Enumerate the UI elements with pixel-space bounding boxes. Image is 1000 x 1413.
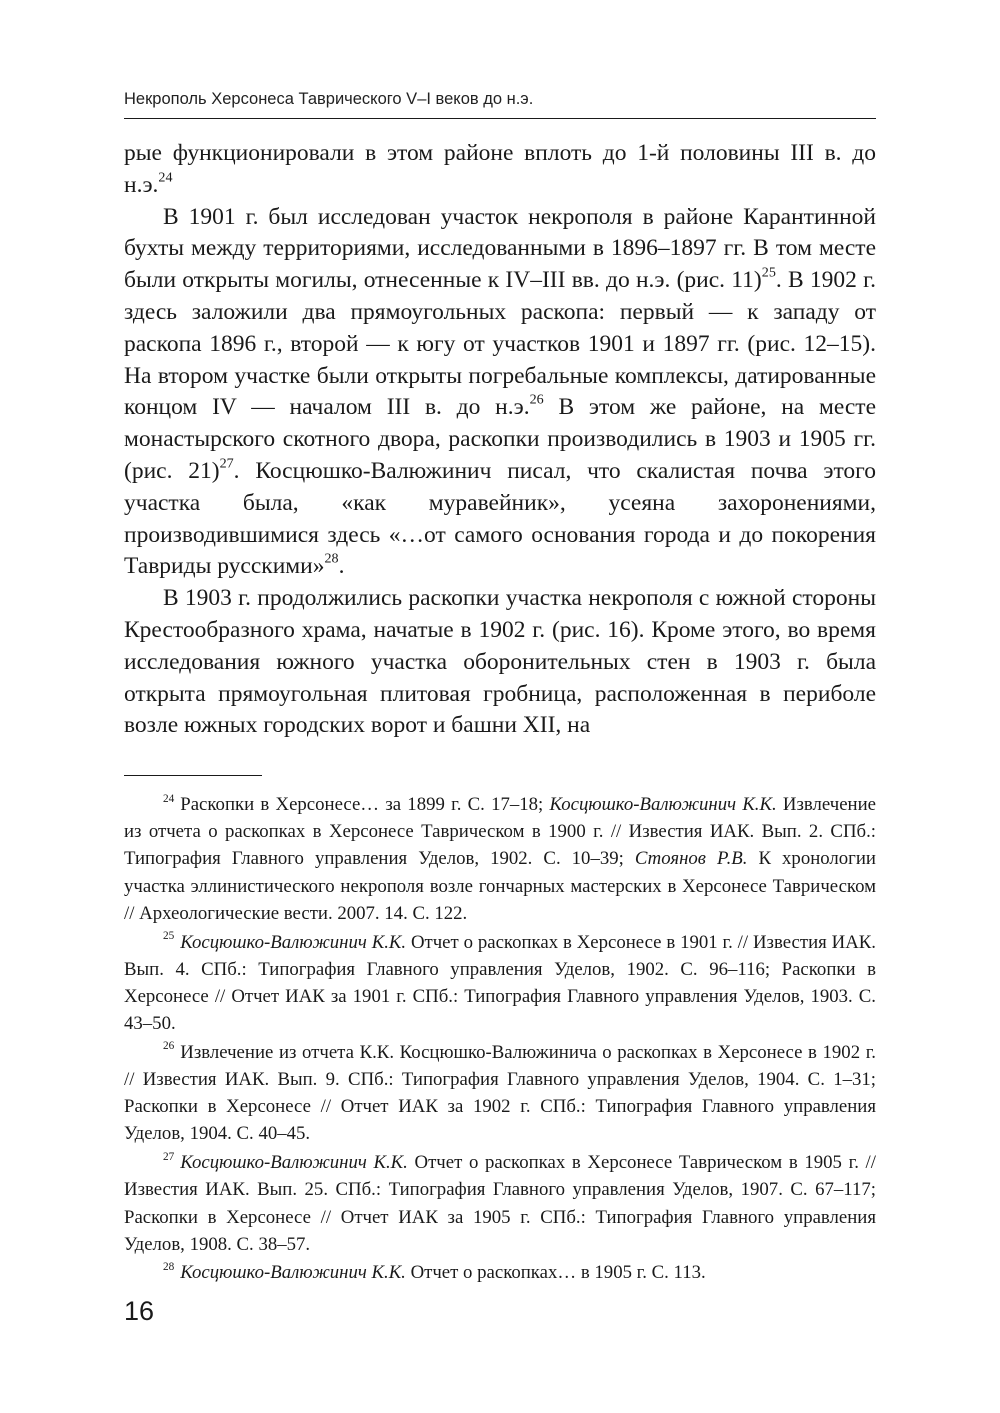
footnote-number: 26 (163, 1040, 175, 1053)
footnote-24 (124, 791, 876, 927)
footnotes (124, 791, 876, 1288)
footnote-author: Косцюшко-Валюжинич К.К. (549, 794, 777, 815)
running-title: Некрополь Херсонеса Таврического V–I веков до н.э. (124, 90, 534, 108)
paragraph-2-part-c: В этом же районе, на месте монастырского скотного двора, раскопки производились в 1903 и 1905 гг. (рис. 21) (124, 394, 876, 484)
footnote-number: 25 (163, 930, 175, 943)
footnote-text: Извлечение из отчета о раскопках в Херсонесе Таврическом в 1900 г. // Известия ИАК. Вып. 2. СПб.: Типография Главного управления Уделов, 1902. С. 10–39; (124, 794, 876, 870)
paragraph-1-text: рые функционировали в этом районе вплоть до 1-й половины III в. до н.э. (124, 140, 876, 198)
footnote-25 (124, 929, 876, 1038)
paragraph-3 (124, 583, 876, 742)
paragraph-3-text: В 1903 г. продолжились раскопки участка некрополя с южной стороны Крестообразного храма, начатые в 1902 г. (рис. 16). Кроме этого, во время исследования южного участка оборонительных стен в 1903 г. была открыта прямоугольная плитовая гробница, расположенная в периболе возле южных городских ворот и башни XII, на (124, 585, 876, 739)
footnote-text: Извлечение из отчета К.К. Косцюшко-Валюжинича о раскопках в Херсонесе в 1902 г. // Известия ИАК. Вып. 9. СПб.: Типография Главного управления Уделов, 1904. С. 1–31; Раскопки в Херсонесе // Отчет ИАК за 1902 г. СПб.: Типография Главного управления Уделов, 1904. С. 40–45. (124, 1041, 876, 1145)
footnote-number: 27 (163, 1150, 175, 1163)
footnote-number: 24 (163, 792, 175, 805)
footnote-27 (124, 1149, 876, 1258)
footnote-author: Косцюшко-Валюжинич К.К. (180, 1262, 406, 1284)
footnote-text: Отчет о раскопках… в 1905 г. С. 113. (405, 1262, 706, 1284)
footnote-number: 28 (163, 1261, 175, 1273)
page-number: 16 (124, 1296, 155, 1326)
footnote-text: Отчет о раскопках в Херсонесе Таврическом в 1905 г. // Известия ИАК. Вып. 25. СПб.: Типография Главного управления Уделов, 1907. С. 67–117; Раскопки в Херсонесе // Отчет ИАК за 1905 г. СПб.: Типография Главного управления Уделов, 1908. С. 38–57. (124, 1152, 876, 1255)
footnote-author: Косцюшко-Валюжинич К.К. (180, 931, 407, 953)
footnote-ref-28[interactable]: 28 (324, 550, 339, 567)
footnote-text: Раскопки в Херсонесе… за 1899 г. С. 17–18; (180, 794, 550, 815)
footnote-ref-25[interactable]: 25 (761, 264, 776, 281)
footnote-author: Стоянов Р.В. (634, 848, 748, 870)
footnote-text: К хронологии участка эллинистического некрополя возле гончарных мастерских в Херсонесе Таврическом // Археологические вести. 2007. 14. С. 122. (124, 848, 876, 924)
paragraph-2-part-a: В 1901 г. был исследован участок некрополя в районе Карантинной бухты между территориями, исследованными в 1896–1897 гг. В том месте были открыты могилы, отнесенные к IV–III вв. до н.э. (рис. 11) (124, 203, 876, 294)
paragraph-2 (124, 202, 876, 584)
running-header (124, 88, 876, 119)
footnote-text: Отчет о раскопках в Херсонесе в 1901 г. // Известия ИАК. Вып. 4. СПб.: Типография Главного управления Уделов, 1902. С. 96–116; Раскопки в Херсонесе // Отчет ИАК за 1901 г. СПб.: Типография Главного управления Уделов, 1903. С. 43–50. (124, 931, 876, 1035)
main-text (124, 138, 876, 742)
footnote-28 (124, 1259, 876, 1286)
paragraph-2-part-b: . В 1902 г. здесь заложили два прямоугольных раскопа: первый — к западу от раскопа 1896 г., второй — к югу от участков 1901 и 1897 гг. (рис. 12–15). На втором участке были открыты погребальные комплексы, датированные концом IV — началом III в. до н.э. (124, 267, 876, 421)
footnote-ref-24[interactable]: 24 (158, 169, 173, 186)
footnote-ref-26[interactable]: 26 (529, 391, 544, 408)
paragraph-1 (124, 138, 876, 202)
footnote-26 (124, 1039, 876, 1148)
footnote-ref-27[interactable]: 27 (219, 455, 234, 472)
paragraph-2-part-d: . Косцюшко-Валюжинич писал, что скалистая почва этого участка была, «как муравейник», усеяна захоронениями, производившимися здесь «…от самого основания города и до покорения Тавриды русскими» (124, 457, 876, 580)
footnote-author: Косцюшко-Валюжинич К.К. (180, 1152, 408, 1174)
footnote-separator (124, 775, 262, 776)
paragraph-2-part-e: . (338, 553, 345, 580)
